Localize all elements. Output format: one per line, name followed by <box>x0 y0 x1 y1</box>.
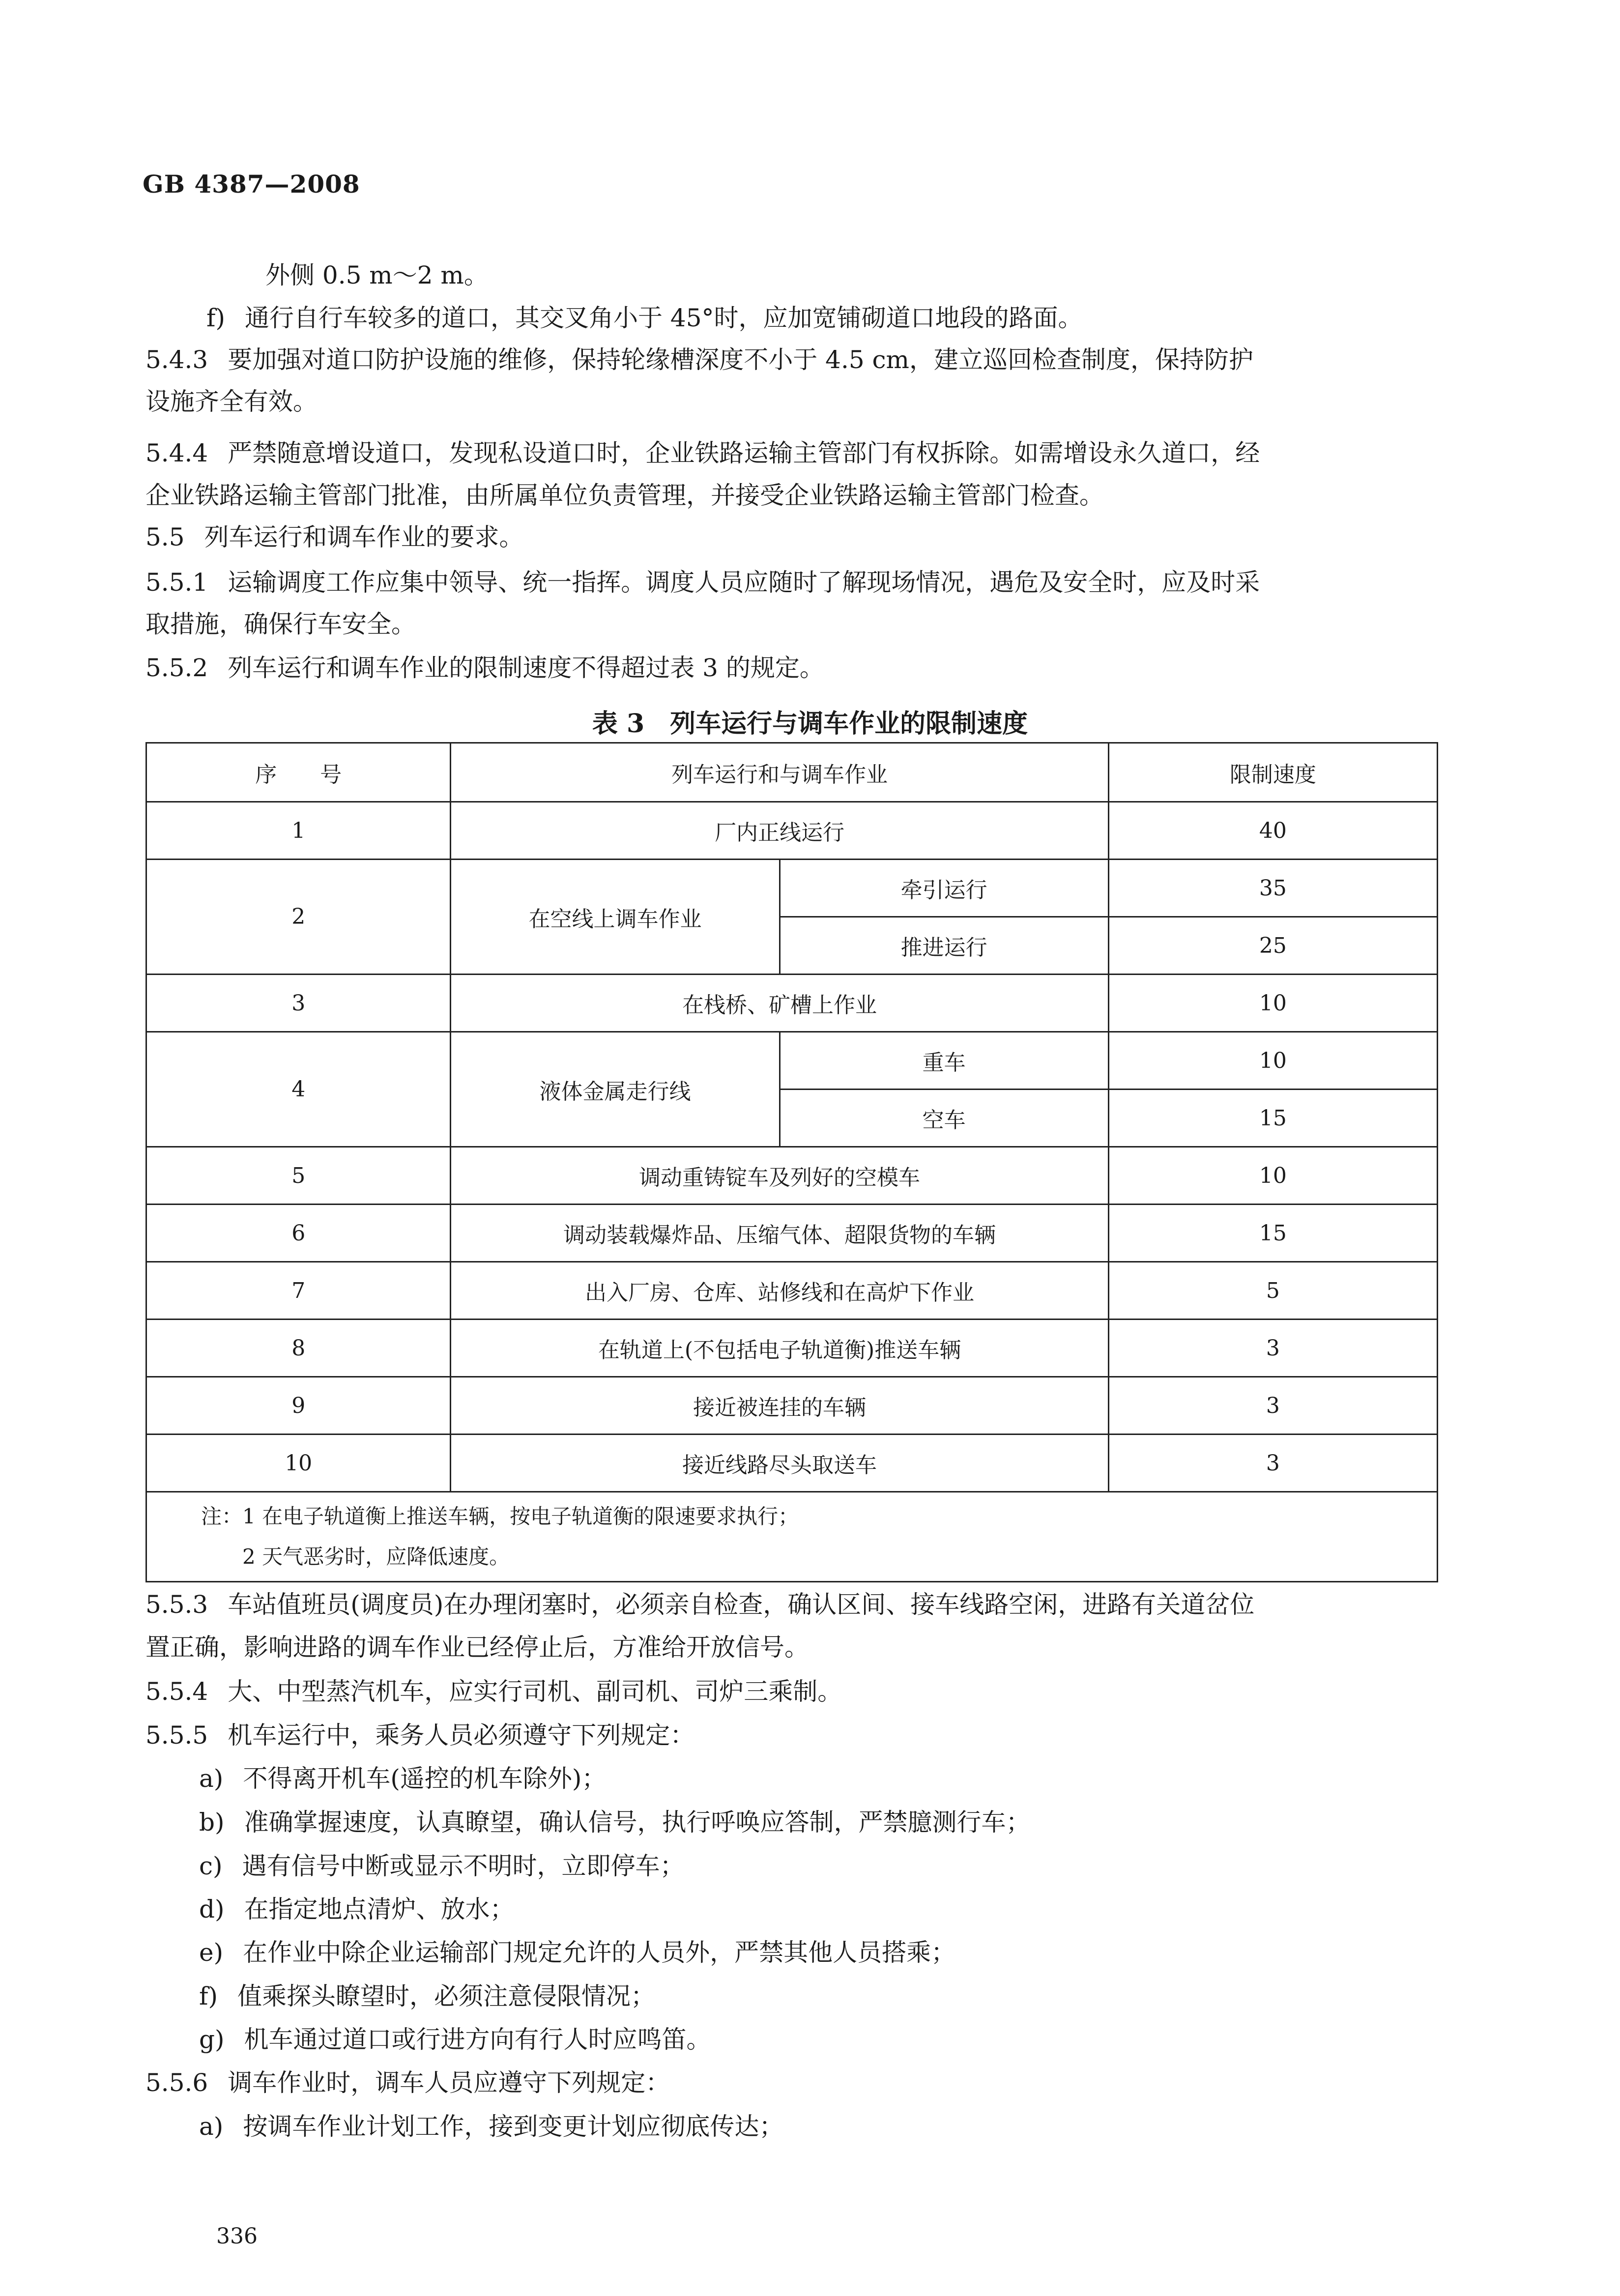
table-row <box>146 1032 1438 1090</box>
row-operation: 在轨道上(不包括电子轨道衡)推送车辆 <box>451 1320 1108 1377</box>
row-speed: 3 <box>1108 1377 1437 1435</box>
clause-number: 5.5.5 <box>145 1721 208 1750</box>
row-speed: 10 <box>1108 975 1437 1032</box>
header-operation: 列车运行和与调车作业 <box>451 743 1108 802</box>
text-line <box>145 656 824 680</box>
row-number: 5 <box>146 1147 451 1205</box>
table-row <box>146 975 1438 1032</box>
clause-number: 5.5.6 <box>145 2068 208 2097</box>
clause-number: 5.5.3 <box>145 1590 208 1619</box>
item-number: d) <box>199 1895 225 1923</box>
line-text: 机车通过道口或行进方向有行人时应鸣笛。 <box>244 2025 711 2054</box>
note-line: 注：1 在电子轨道衡上推送车辆，按电子轨道衡的限速要求执行； <box>201 1504 799 1528</box>
line-text: 值乘探头瞭望时，必须注意侵限情况； <box>237 1982 656 2010</box>
text-line <box>206 306 1083 330</box>
row-operation: 出入厂房、仓库、站修线和在高炉下作业 <box>451 1262 1108 1320</box>
row-operation: 在栈桥、矿槽上作业 <box>451 975 1108 1032</box>
clause-number: 5.5.1 <box>145 568 208 597</box>
row-number: 6 <box>146 1205 451 1262</box>
row-number: 2 <box>146 860 451 975</box>
row-group: 在空线上调车作业 <box>451 860 780 975</box>
text-line <box>145 1723 694 1748</box>
clause-number: 5.4.4 <box>145 439 208 467</box>
line-text: 大、中型蒸汽机车，应实行司机、副司机、司炉三乘制。 <box>228 1677 842 1706</box>
item-number: b) <box>199 1808 225 1837</box>
row-number: 8 <box>146 1320 451 1377</box>
text-line <box>145 347 1253 372</box>
text-line <box>199 1810 1031 1835</box>
row-speed: 35 <box>1108 860 1437 917</box>
text-line <box>145 1679 842 1704</box>
table-note-row <box>146 1492 1438 1582</box>
text-line <box>145 389 318 414</box>
row-operation: 接近被连挂的车辆 <box>451 1377 1108 1435</box>
text-line <box>199 1766 606 1791</box>
line-text: 设施齐全有效。 <box>145 387 318 416</box>
line-text: 在指定地点清炉、放水； <box>244 1895 515 1923</box>
text-line <box>199 2027 711 2052</box>
row-suboperation: 重车 <box>780 1032 1108 1090</box>
line-text: 不得离开机车(遥控的机车除外)； <box>243 1764 607 1793</box>
line-text: 在作业中除企业运输部门规定允许的人员外，严禁其他人员搭乘； <box>243 1938 956 1967</box>
table-row <box>146 1147 1438 1205</box>
table-row <box>146 1205 1438 1262</box>
row-number: 3 <box>146 975 451 1032</box>
text-line <box>145 483 1104 508</box>
row-suboperation: 推进运行 <box>780 917 1108 975</box>
row-speed: 3 <box>1108 1435 1437 1492</box>
line-text: 调车作业时，调车人员应遵守下列规定： <box>228 2068 670 2097</box>
item-number: f) <box>206 304 226 332</box>
table-row <box>146 860 1438 917</box>
text-line <box>145 1635 809 1660</box>
header-speed: 限制速度 <box>1108 743 1437 802</box>
text-line <box>199 2114 783 2139</box>
row-operation: 调动重铸锭车及列好的空模车 <box>451 1147 1108 1205</box>
table-row <box>146 1377 1438 1435</box>
line-text: 置正确，影响进路的调车作业已经停止后，方准给开放信号。 <box>145 1633 809 1662</box>
line-text: 严禁随意增设道口，发现私设道口时，企业铁路运输主管部门有权拆除。如需增设永久道口，经 <box>228 439 1260 467</box>
table-row <box>146 1435 1438 1492</box>
table-row <box>146 1262 1438 1320</box>
row-speed: 10 <box>1108 1032 1437 1090</box>
item-number: f) <box>199 1982 218 2010</box>
row-speed: 40 <box>1108 802 1437 860</box>
standard-header: GB 4387—2008 <box>143 170 360 199</box>
text-line <box>199 1854 685 1878</box>
line-text: 列车运行和调车作业的要求。 <box>204 523 524 551</box>
clause-number: 5.4.3 <box>145 345 208 374</box>
table-note <box>146 1492 1438 1582</box>
clause-number: 5.5.4 <box>145 1677 208 1706</box>
item-number: c) <box>199 1852 223 1880</box>
line-text: 要加强对道口防护设施的维修，保持轮缘槽深度不小于 4.5 cm，建立巡回检查制度，保持防护 <box>228 345 1253 374</box>
text-line <box>199 1940 955 1965</box>
line-text: 机车运行中，乘务人员必须遵守下列规定： <box>228 1721 695 1750</box>
text-line <box>145 570 1260 595</box>
row-operation: 调动装载爆炸品、压缩气体、超限货物的车辆 <box>451 1205 1108 1262</box>
text-line <box>145 2070 670 2095</box>
row-speed: 15 <box>1108 1205 1437 1262</box>
line-text: 列车运行和调车作业的限制速度不得超过表 3 的规定。 <box>228 654 824 682</box>
item-number: a) <box>199 1764 224 1793</box>
text-line <box>145 441 1260 465</box>
line-text: 遇有信号中断或显示不明时，立即停车； <box>242 1852 685 1880</box>
text-line <box>199 1984 655 2009</box>
line-text: 通行自行车较多的道口，其交叉角小于 45°时，应加宽铺砌道口地段的路面。 <box>245 304 1083 332</box>
row-number: 4 <box>146 1032 451 1147</box>
line-text: 外侧 0.5 m～2 m。 <box>265 261 489 289</box>
row-number: 9 <box>146 1377 451 1435</box>
text-line <box>199 1897 515 1922</box>
text-line <box>265 263 489 287</box>
line-text: 取措施，确保行车安全。 <box>145 610 416 638</box>
item-number: g) <box>199 2025 225 2054</box>
row-suboperation: 牵引运行 <box>780 860 1108 917</box>
row-suboperation: 空车 <box>780 1090 1108 1147</box>
row-speed: 5 <box>1108 1262 1437 1320</box>
page-number: 336 <box>216 2224 258 2249</box>
row-number: 1 <box>146 802 451 860</box>
note-line: 2 天气恶劣时，应降低速度。 <box>201 1545 510 1569</box>
row-operation: 接近线路尽头取送车 <box>451 1435 1108 1492</box>
row-speed: 15 <box>1108 1090 1437 1147</box>
speed-limit-table <box>145 742 1438 1582</box>
line-text: 运输调度工作应集中领导、统一指挥。调度人员应随时了解现场情况，遇危及安全时，应及时采 <box>228 568 1260 597</box>
line-text: 准确掌握速度，认真瞭望，确认信号，执行呼唤应答制，严禁臆测行车； <box>244 1808 1031 1837</box>
text-line <box>145 525 524 549</box>
line-text: 企业铁路运输主管部门批准，由所属单位负责管理，并接受企业铁路运输主管部门检查。 <box>145 481 1104 510</box>
item-number: a) <box>199 2112 224 2141</box>
row-group: 液体金属走行线 <box>451 1032 780 1147</box>
table-header-row <box>146 743 1438 802</box>
row-speed: 10 <box>1108 1147 1437 1205</box>
text-line <box>145 612 416 636</box>
row-operation: 厂内正线运行 <box>451 802 1108 860</box>
table-row <box>146 1320 1438 1377</box>
item-number: e) <box>199 1938 224 1967</box>
table-caption: 表 3 列车运行与调车作业的限制速度 <box>592 709 1028 739</box>
row-number: 7 <box>146 1262 451 1320</box>
header-number: 序 号 <box>146 743 451 802</box>
row-speed: 25 <box>1108 917 1437 975</box>
line-text: 按调车作业计划工作，接到变更计划应彻底传达； <box>243 2112 784 2141</box>
row-speed: 3 <box>1108 1320 1437 1377</box>
clause-number: 5.5 <box>145 523 185 551</box>
row-number: 10 <box>146 1435 451 1492</box>
clause-number: 5.5.2 <box>145 654 208 682</box>
line-text: 车站值班员(调度员)在办理闭塞时，必须亲自检查，确认区间、接车线路空闲，进路有关道岔位 <box>228 1590 1255 1619</box>
text-line <box>145 1592 1254 1617</box>
table-row <box>146 802 1438 860</box>
